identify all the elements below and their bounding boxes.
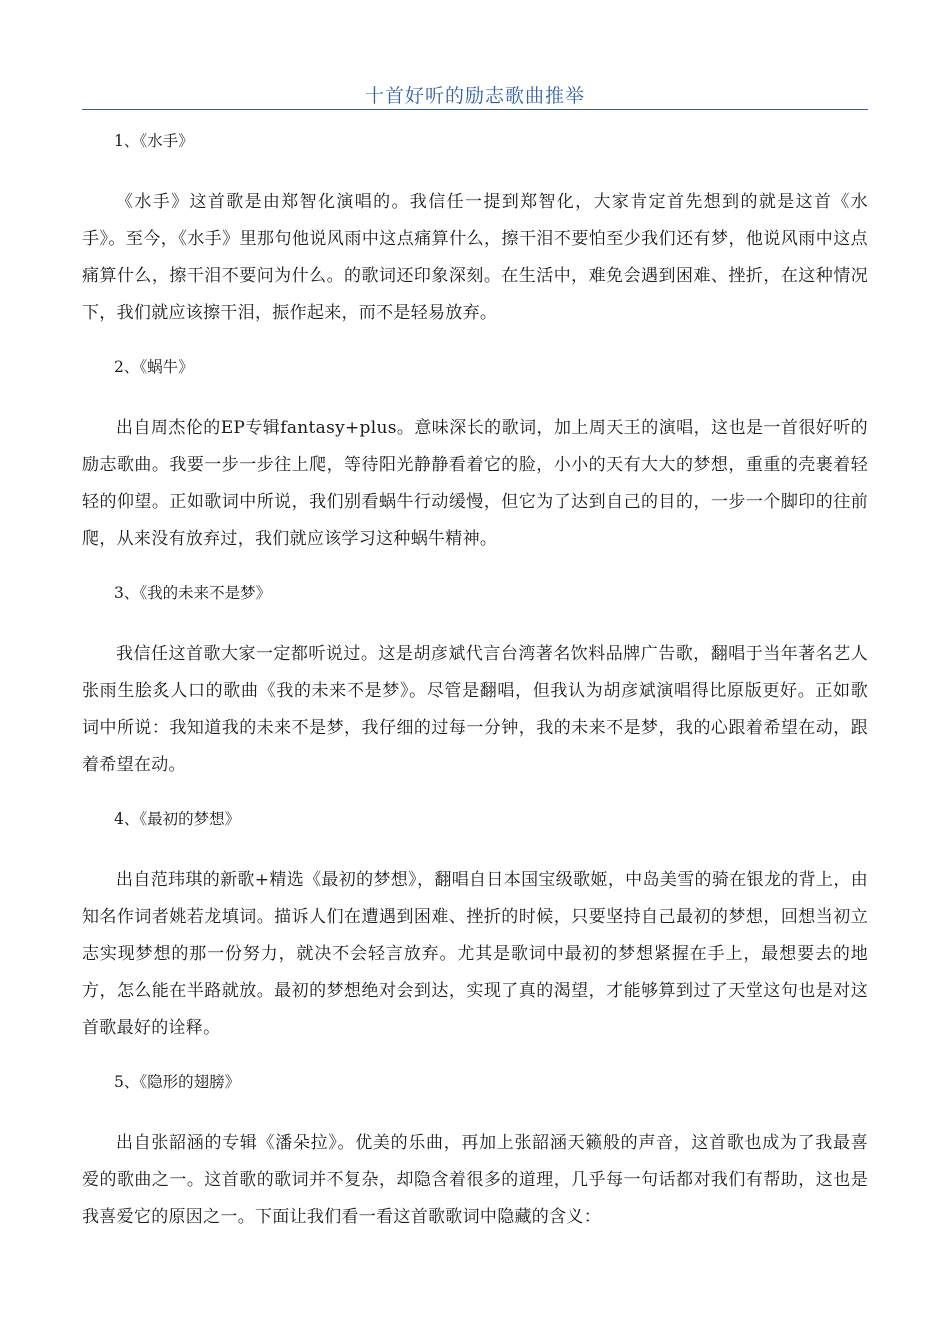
section-5	[82, 1067, 868, 1236]
section-heading: 4、《最初的梦想》	[114, 810, 241, 828]
section-3	[82, 578, 868, 784]
section-heading: 1、《水手》	[114, 132, 194, 150]
title-underline	[82, 109, 868, 110]
section-heading: 2、《蜗牛》	[114, 358, 194, 376]
section-heading: 5、《隐形的翅膀》	[114, 1073, 241, 1091]
document-title: 十首好听的励志歌曲推举	[364, 85, 585, 107]
document-body	[82, 126, 868, 1256]
section-heading: 3、《我的未来不是梦》	[114, 584, 272, 602]
section-paragraph: 《水手》这首歌是由郑智化演唱的。我信任一提到郑智化，大家肯定首先想到的就是这首《水手》。至今，《水手》里那句他说风雨中这点痛算什么，擦干泪不要怕至少我们还有梦，他说风雨中这点痛算什么，擦干泪不要问为什么。的歌词还印象深刻。在生活中，难免会遇到困难、挫折，在这种情况下，我们就应该擦干泪，振作起来，而不是轻易放弃。	[82, 192, 868, 323]
section-4	[82, 804, 868, 1047]
section-paragraph: 出自周杰伦的EP专辑fantasy+plus。意味深长的歌词，加上周天王的演唱，这也是一首很好听的励志歌曲。我要一步一步往上爬，等待阳光静静看着它的脸，小小的天有大大的梦想，重重的壳裹着轻轻的仰望。正如歌词中所说，我们别看蜗牛行动缓慢，但它为了达到自己的目的，一步一个脚印的往前爬，从来没有放弃过，我们就应该学习这种蜗牛精神。	[82, 418, 868, 549]
section-paragraph: 出自范玮琪的新歌+精选《最初的梦想》，翻唱自日本国宝级歌姬，中岛美雪的骑在银龙的背上，由知名作词者姚若龙填词。描诉人们在遭遇到困难、挫折的时候，只要坚持自己最初的梦想，回想当初立志实现梦想的那一份努力，就决不会轻言放弃。尤其是歌词中最初的梦想紧握在手上，最想要去的地方，怎么能在半路就放。最初的梦想绝对会到达，实现了真的渴望，才能够算到过了天堂这句也是对这首歌最好的诠释。	[82, 870, 868, 1038]
section-paragraph: 出自张韶涵的专辑《潘朵拉》。优美的乐曲，再加上张韶涵天籁般的声音，这首歌也成为了我最喜爱的歌曲之一。这首歌的歌词并不复杂，却隐含着很多的道理，几乎每一句话都对我们有帮助，这也是我喜爱它的原因之一。下面让我们看一看这首歌歌词中隐藏的含义：	[82, 1133, 868, 1227]
section-1	[82, 126, 868, 332]
section-paragraph: 我信任这首歌大家一定都听说过。这是胡彦斌代言台湾著名饮料品牌广告歌，翻唱于当年著名艺人张雨生脍炙人口的歌曲《我的未来不是梦》。尽管是翻唱，但我认为胡彦斌演唱得比原版更好。正如歌词中所说：我知道我的未来不是梦，我仔细的过每一分钟，我的未来不是梦，我的心跟着希望在动，跟着希望在动。	[82, 644, 868, 775]
section-2	[82, 352, 868, 558]
